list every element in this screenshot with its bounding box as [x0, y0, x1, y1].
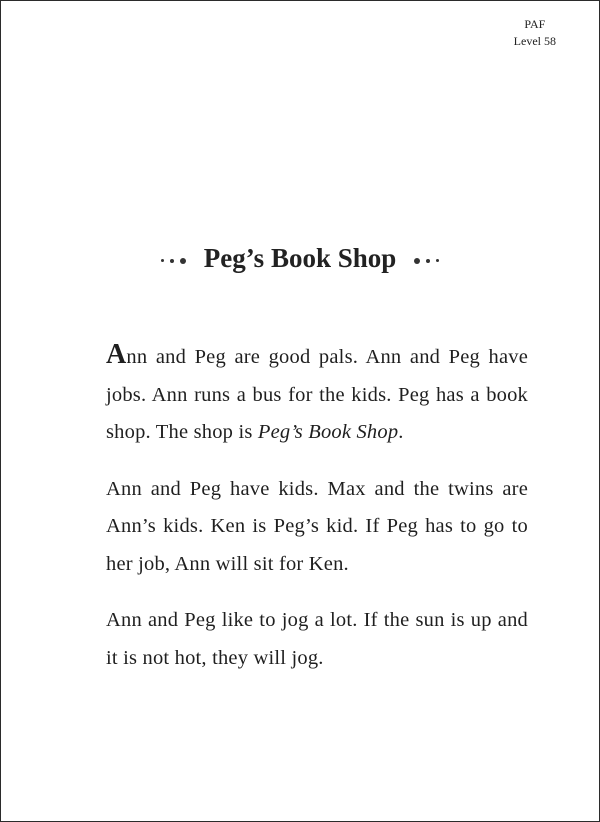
level-number: Level 58: [513, 34, 556, 48]
ornament-dot: [426, 259, 430, 263]
ornament-dot: [414, 258, 420, 264]
ornament-dot: [180, 258, 186, 264]
level-label: [514, 16, 556, 50]
story-body: [106, 336, 528, 696]
paragraph-1: [106, 336, 528, 452]
right-ornament-dots: [411, 241, 442, 281]
left-ornament-dots: [158, 241, 189, 281]
story-title: Peg’s Book Shop: [203, 243, 397, 273]
series-label: PAF: [524, 17, 546, 31]
ornament-dot: [436, 259, 439, 262]
ornament-dot: [161, 259, 164, 262]
paragraph-1-end: .: [398, 421, 404, 443]
drop-cap: A: [106, 339, 127, 370]
paragraph-2: Ann and Peg have kids. Max and the twins are Ann’s kids. Ken is Peg’s kid. If Peg has to go to her job, Ann will sit for Ken.: [106, 477, 528, 575]
story-title-row: [0, 238, 600, 281]
ornament-dot: [170, 259, 174, 263]
paragraph-1-text: nn and Peg are good pals. Ann and Peg have jobs. Ann runs a bus for the kids. Peg has a book shop. The shop is: [106, 346, 528, 443]
paragraph-3: Ann and Peg like to jog a lot. If the sun is up and it is not hot, they will jog.: [106, 609, 528, 669]
shop-name-italic: Peg’s Book Shop: [257, 421, 399, 443]
